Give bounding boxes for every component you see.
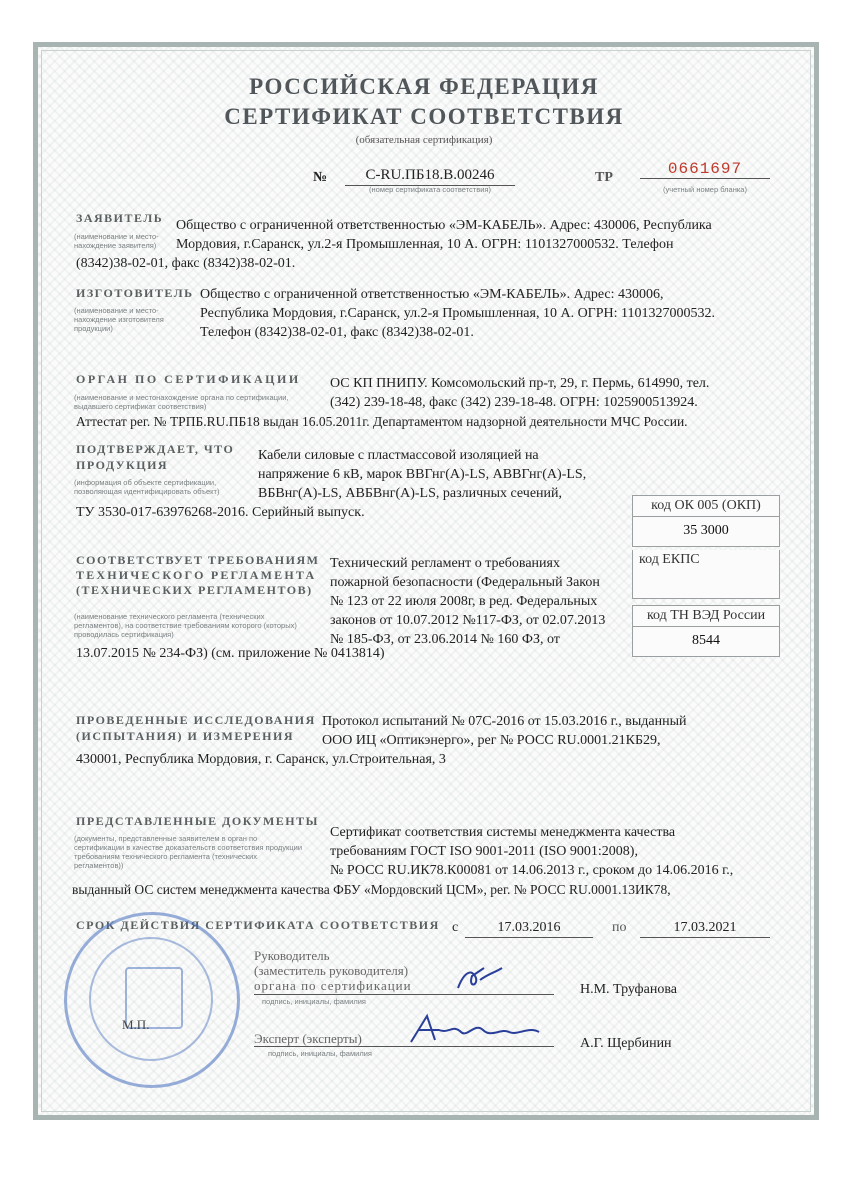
documents-line-3: № РОСС RU.ИК78.К00081 от 14.06.2013 г., сроком до 14.06.2016 г., [330,863,734,878]
applicant-line-1: Общество с ограниченной ответственностью «ЭМ-КАБЕЛЬ». Адрес: 430006, Республика [176,218,712,233]
tests-line-1: Протокол испытаний № 07С-2016 от 15.03.2016 г., выданный [322,714,687,729]
tests-label-2: (ИСПЫТАНИЯ) И ИЗМЕРЕНИЯ [76,729,295,743]
product-line-1: Кабели силовые с пластмассовой изоляцией на [258,448,539,463]
product-line-2: напряжение 6 кВ, марок ВВГнг(А)-LS, АВВГнг(А)-LS, [258,467,587,482]
documents-line-2: требованиям ГОСТ ISO 9001-2011 (ISO 9001:2008), [330,844,638,859]
product-label-1: ПОДТВЕРЖДАЕТ, ЧТО [76,442,235,456]
certification-body-line-2: (342) 239-18-48, факс (342) 239-18-48. ОГРН: 1025900513924. [330,395,698,410]
tnved-code-value: 8544 [692,633,720,648]
certificate-title: СЕРТИФИКАТ СООТВЕТСТВИЯ [224,104,624,129]
validity-from-word: с [452,920,459,935]
certification-seal-stamp [64,912,240,1088]
head-title-line-2: (заместитель руководителя) [254,963,409,978]
expert-signature-hint: подпись, инициалы, фамилия [268,1049,372,1058]
manufacturer-line-3: Телефон (8342)38-02-01, факс (8342)38-02-01. [200,325,474,340]
certification-body-hint: (наименование и местонахождение органа по сертификации, выдавшего сертификат соответствия) [74,393,289,411]
country-title: РОССИЙСКАЯ ФЕДЕРАЦИЯ [249,74,599,99]
ekps-code-label: код ЕКПС [639,552,700,567]
okp-code-value: 35 3000 [683,523,729,538]
expert-name: А.Г. Щербинин [580,1036,672,1051]
documents-line-4: выданный ОС систем менеджмента качества ФБУ «Мордовский ЦСМ», рег. № РОСС RU.0001.13ИК78, [72,882,671,897]
head-name: Н.М. Труфанова [580,982,677,997]
regulation-line-1: Технический регламент о требованиях [330,556,560,571]
certification-body-line-1: ОС КП ПНИПУ. Комсомольский пр-т, 29, г. Пермь, 614990, тел. [330,376,710,391]
okp-code-box [632,495,780,547]
validity-from-date: 17.03.2016 [465,918,593,938]
ekps-code-value [633,570,779,582]
regulation-line-3: № 123 от 22 июля 2008г, в ред. Федеральных [330,594,598,609]
applicant-line-2: Мордовия, г.Саранск, ул.2-я Промышленная, 10 А. ОГРН: 1101327000532. Телефон [176,237,674,252]
blank-number: 0661697 [640,160,770,179]
documents-label: ПРЕДСТАВЛЕННЫЕ ДОКУМЕНТЫ [76,814,319,828]
certification-body-label: ОРГАН ПО СЕРТИФИКАЦИИ [76,372,301,386]
regulation-line-2: пожарной безопасности (Федеральный Закон [330,575,600,590]
validity-to-date: 17.03.2021 [640,918,770,938]
head-handwritten-signature [450,958,510,998]
regulation-hint: (наименование технического регламента (технических регламентов), на соответствие требованиям которого (которых) проводилась сертификация) [74,612,297,639]
documents-hint: (документы, представленные заявителем в орган по сертификации в качестве доказательств соответствия продукции требованиям технического регламента (технических регламентов)) [74,834,303,870]
product-label-2: ПРОДУКЦИЯ [76,458,169,472]
applicant-hint: (наименование и место-нахождение заявителя) [74,232,159,250]
applicant-line-3: (8342)38-02-01, факс (8342)38-02-01. [76,256,296,271]
blank-number-hint: (учетный номер бланка) [663,185,747,194]
regulation-label-2: ТЕХНИЧЕСКОГО РЕГЛАМЕНТА [76,568,317,582]
tr-label: ТР [595,170,613,185]
regulation-line-5: № 185-ФЗ, от 23.06.2014 № 160 ФЗ, от [330,632,560,647]
manufacturer-label: ИЗГОТОВИТЕЛЬ [76,286,194,300]
manufacturer-hint: (наименование и место-нахождение изготовителя продукции) [74,306,164,333]
regulation-label-3: (ТЕХНИЧЕСКИХ РЕГЛАМЕНТОВ) [76,583,313,597]
certificate-number: C-RU.ПБ18.В.00246 [345,166,515,186]
product-line-3: ВБВнг(А)-LS, АВБВнг(А)-LS, различных сечений, [258,486,563,501]
product-hint: (информация об объекте сертификации, позволяющая идентифицировать объект) [74,478,220,496]
product-line-4: ТУ 3530-017-63976268-2016. Серийный выпуск. [76,505,365,520]
manufacturer-line-2: Республика Мордовия, г.Саранск, ул.2-я Промышленная, 10 А. ОГРН: 1101327000532. [200,306,716,321]
head-title-line-1: Руководитель [254,948,330,963]
okp-code-label: код ОК 005 (ОКП) [633,496,779,517]
regulation-line-6: 13.07.2015 № 234-ФЗ) (см. приложение № 0413814) [76,646,385,661]
tests-line-2: ООО ИЦ «Оптикэнерго», рег № РОСС RU.0001.21КБ29, [322,733,661,748]
certification-body-line-3: Аттестат рег. № ТРПБ.RU.ПБ18 выдан 16.05.2011г. Департаментом надзорной деятельности МЧС России. [76,414,688,429]
tests-label-1: ПРОВЕДЕННЫЕ ИССЛЕДОВАНИЯ [76,713,316,727]
head-title-line-3: органа по сертификации [254,978,412,993]
expert-handwritten-signature [405,1010,545,1050]
mp-label: М.П. [122,1017,150,1032]
validity-label: СРОК ДЕЙСТВИЯ СЕРТИФИКАТА СООТВЕТСТВИЯ [76,918,440,932]
tnved-code-box [632,605,780,657]
manufacturer-line-1: Общество с ограниченной ответственностью «ЭМ-КАБЕЛЬ». Адрес: 430006, [200,287,664,302]
documents-line-1: Сертификат соответствия системы менеджмента качества [330,825,676,840]
ekps-code-box [632,550,780,599]
expert-title: Эксперт (эксперты) [254,1031,362,1046]
tests-line-3: 430001, Республика Мордовия, г. Саранск, ул.Строительная, 3 [76,752,446,767]
certificate-number-hint: (номер сертификата соответствия) [369,185,491,194]
applicant-label: ЗАЯВИТЕЛЬ [76,211,164,225]
certificate-subtitle: (обязательная сертификация) [355,134,493,146]
validity-to-word: по [612,920,627,935]
regulation-line-4: законов от 10.07.2012 №117-ФЗ, от 02.07.2013 [330,613,606,628]
tnved-code-label: код ТН ВЭД России [633,606,779,627]
head-signature-hint: подпись, инициалы, фамилия [262,997,366,1006]
regulation-label-1: СООТВЕТСТВУЕТ ТРЕБОВАНИЯМ [76,553,320,567]
number-sign: № [313,170,328,185]
